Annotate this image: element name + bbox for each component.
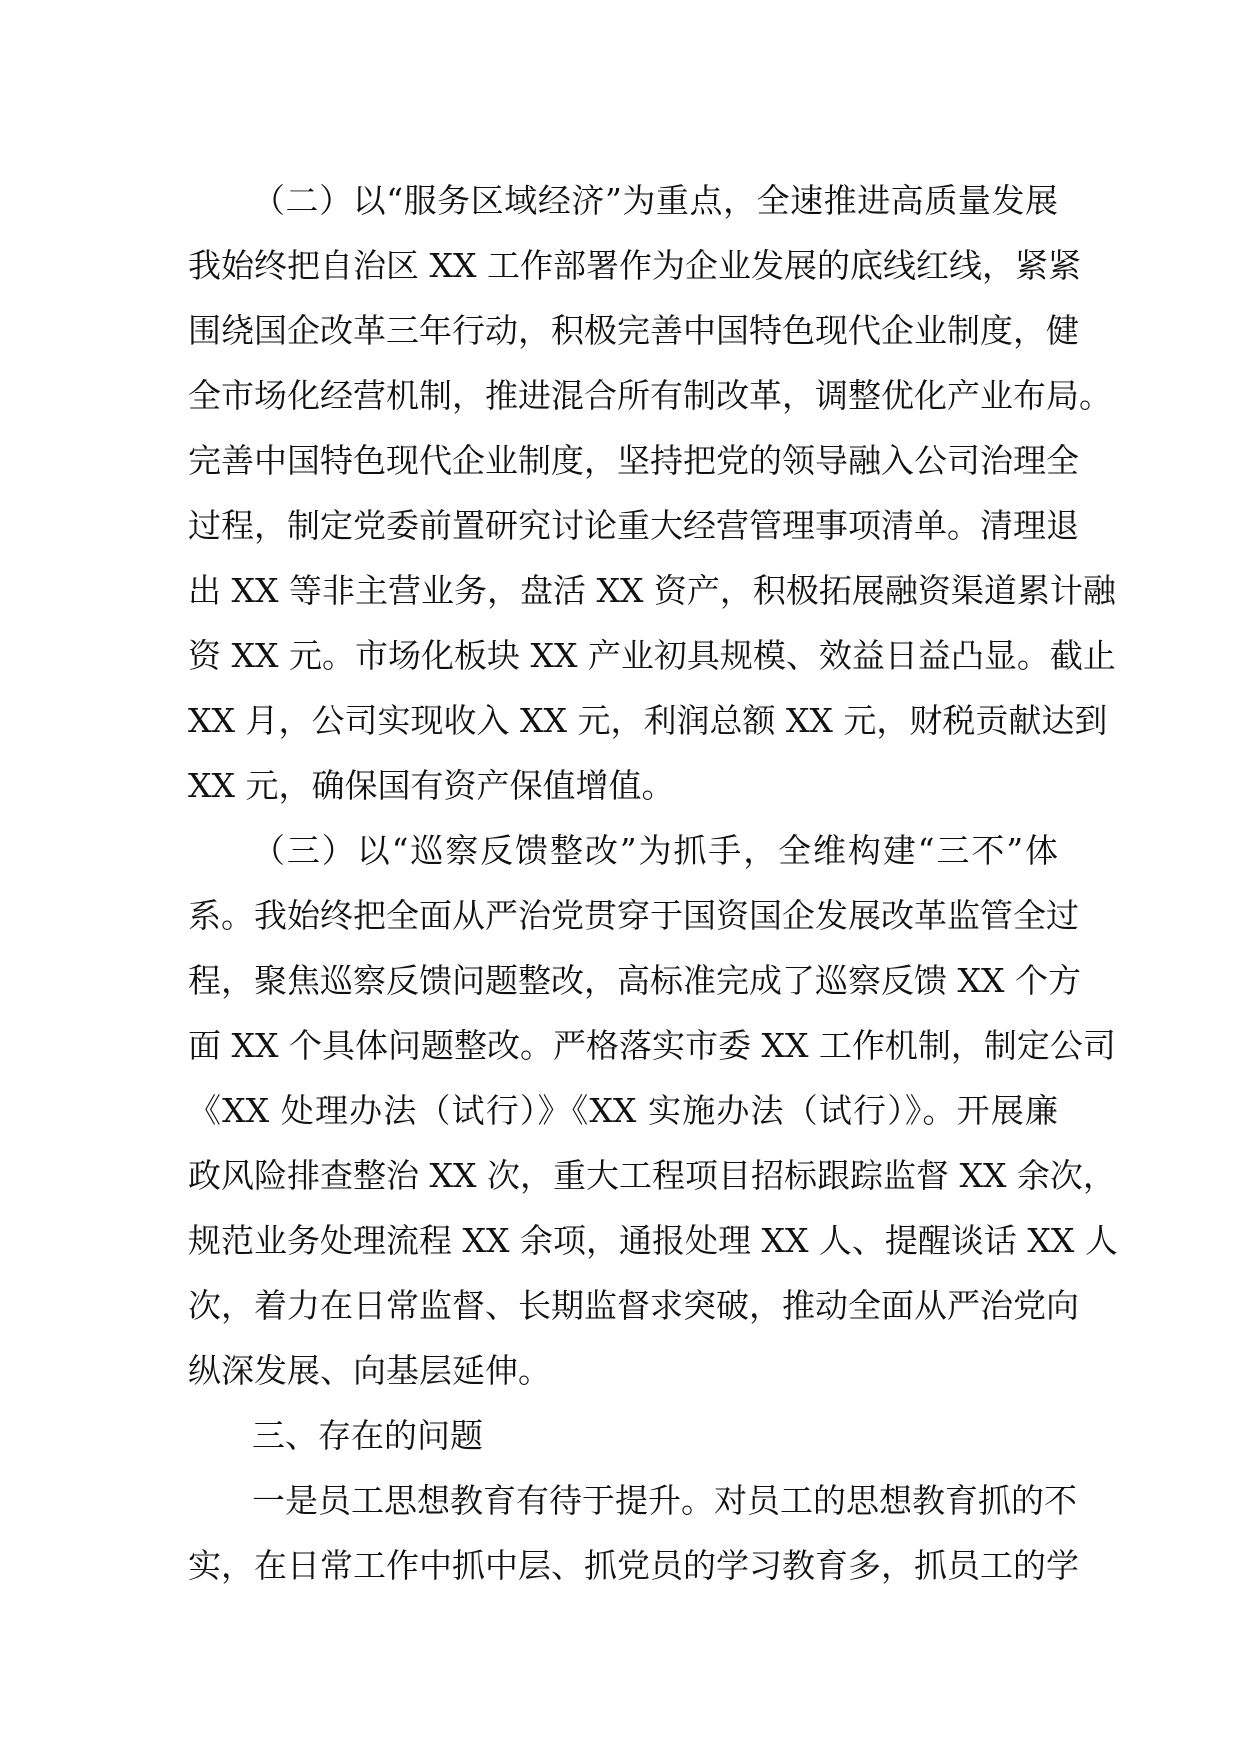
text-line: 资 XX 元。市场化板块 XX 产业初具规模、效益日益凸显。截止 — [188, 636, 1116, 675]
text-line: 实，在日常工作中抓中层、抓党员的学习教育多，抓员工的学 — [188, 1546, 1079, 1585]
text-line: 三、存在的问题 — [252, 1416, 483, 1455]
text-line: 我始终把自治区 XX 工作部署作为企业发展的底线红线，紧紧 — [188, 246, 1081, 285]
document-page — [188, 168, 1118, 1598]
text-line: 系。我始终把全面从严治党贯穿于国资国企发展改革监管全过 — [188, 896, 1079, 935]
text-line: 次，着力在日常监督、长期监督求突破，推动全面从严治党向 — [188, 1286, 1079, 1325]
text-line: 出 XX 等非主营业务，盘活 XX 资产，积极拓展融资渠道累计融 — [188, 571, 1116, 610]
text-line: 面 XX 个具体问题整改。严格落实市委 XX 工作机制，制定公司 — [188, 1026, 1116, 1065]
text-line: 围绕国企改革三年行动，积极完善中国特色现代企业制度，健 — [188, 311, 1079, 350]
text-line: 程，聚焦巡察反馈问题整改，高标准完成了巡察反馈 XX 个方 — [188, 961, 1081, 1000]
text-line: 《XX 处理办法（试行）》《XX 实施办法（试行）》。开展廉 — [188, 1091, 1058, 1130]
text-line: 规范业务处理流程 XX 余项，通报处理 XX 人、提醒谈话 XX 人 — [188, 1221, 1118, 1260]
text-line: XX 月，公司实现收入 XX 元，利润总额 XX 元，财税贡献达到 — [188, 701, 1108, 740]
text-line: （三）以“巡察反馈整改”为抓手，全维构建“三不”体 — [252, 831, 1058, 870]
text-line: XX 元，确保国有资产保值增值。 — [188, 766, 675, 805]
text-line: 政风险排查整治 XX 次，重大工程项目招标跟踪监督 XX 余次， — [188, 1156, 1116, 1195]
text-line: （二）以“服务区域经济”为重点，全速推进高质量发展 — [252, 181, 1058, 220]
text-line: 完善中国特色现代企业制度，坚持把党的领导融入公司治理全 — [188, 441, 1079, 480]
text-line: 纵深发展、向基层延伸。 — [188, 1351, 551, 1390]
text-line: 全市场化经营机制，推进混合所有制改革，调整优化产业布局。 — [188, 376, 1112, 415]
text-line: 过程，制定党委前置研究讨论重大经营管理事项清单。清理退 — [188, 506, 1079, 545]
text-line: 一是员工思想教育有待于提升。对员工的思想教育抓的不 — [252, 1481, 1077, 1520]
